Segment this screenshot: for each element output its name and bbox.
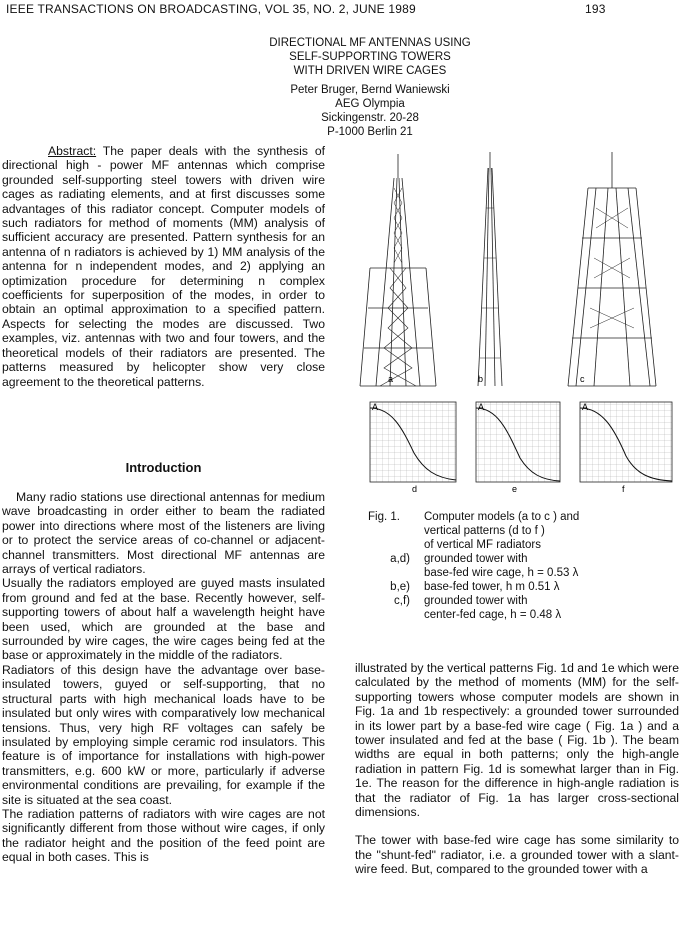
figure-1-vertical-patterns xyxy=(352,398,680,496)
title-line: WITH DRIVEN WIRE CAGES xyxy=(293,65,447,77)
pattern-plot-d xyxy=(370,402,456,482)
tower-label-c: c xyxy=(580,374,585,384)
abstract-text: The paper deals with the synthesis of directional high - power MF antennas which comprise grounded self-supporting steel towers with driven wire cages as radiating elements, and at first discusses some advantages of this radiator concept. Computer models of such radiators for method of moments (MM) analysis of sufficient accuracy are presented. Pattern synthesis for an antenna of n radiators is achieved by 1) MM analysis of the antenna for n independent modes, and 2) applying an optimization procedure for determining n complex coefficients for superposition of the modes, in order to obtain an optimal approximation to a specified pattern. Aspects for selecting the modes are discussed. Two examples, viz. antennas with two and four towers, and the theoretical models of their radiators are presented. The patterns measured by helicopter show very close agreement to the theoretical patterns. xyxy=(2,144,325,389)
figure-caption xyxy=(368,510,678,622)
paragraph: Radiators of this design have the advantage over base-insulated towers, guyed or self-supporting, that no structural parts with high mechanical loads have to be insulated but only wires with comparatively low mechanical tensions. Thus, very high RF voltages can safely be insulated by employing simple ceramic rod insulators. This feature is of importance for installations with high-power transmitters, e.g. 600 kW or more, particularly if adverse environmental conditions are prevailing, for example if the site is situated at the sea coast. xyxy=(2,662,325,807)
caption-label: Fig. 1. xyxy=(368,511,400,523)
author-block xyxy=(200,83,540,139)
caption-item-key: a,d) xyxy=(390,553,410,565)
section-heading-introduction: Introduction xyxy=(125,460,202,475)
tower-label-a: a xyxy=(388,374,394,384)
title-line: SELF-SUPPORTING TOWERS xyxy=(289,51,451,63)
figure-1-tower-models xyxy=(350,148,680,396)
paragraph: Usually the radiators employed are guyed masts insulated from ground and fed at the base. Recently however, self-supporting towers of about half a wavelength height have been used, which are grounded at the base and surrounded by wire cages, the wire cages being fed at the base or approximately in the middle of the radiators. xyxy=(2,576,325,663)
author-names: Peter Bruger, Bernd Waniewski xyxy=(290,84,450,96)
title-line: DIRECTIONAL MF ANTENNAS USING xyxy=(269,37,471,49)
caption-item-key: b,e) xyxy=(390,581,410,593)
caption-item-key: c,f) xyxy=(394,595,410,607)
pattern-plot-e xyxy=(476,402,560,482)
tower-model-b xyxy=(478,152,502,386)
right-column-body xyxy=(355,661,679,877)
page-number: 193 xyxy=(585,2,606,16)
tower-model-c xyxy=(568,152,656,386)
caption-line: Computer models (a to c ) and xyxy=(424,511,580,523)
paper-title xyxy=(200,36,540,78)
author-city: P-1000 Berlin 21 xyxy=(327,126,413,138)
plot-axis-letter: A xyxy=(478,402,485,412)
abstract-label: Abstract: xyxy=(48,144,97,158)
plot-axis-letter: A xyxy=(582,402,589,412)
paragraph: The radiation patterns of radiators with wire cages are not significantly different from those without wire cages, if only the radiator height and the position of the feed point are equal in both cases. This is xyxy=(2,806,325,865)
caption-item-text: center-fed cage, h = 0.48 λ xyxy=(424,609,562,621)
paragraph: Many radio stations use directional antennas for medium wave broadcasting in order either to beam the radiated power into directions where most of the listeners are living or to protect the service areas of co-channel or adjacent-channel transmitters. Most directional MF antennas are arrays of vertical radiators. xyxy=(2,490,325,577)
caption-item-text: base-fed wire cage, h = 0.53 λ xyxy=(424,567,579,579)
tower-model-a xyxy=(360,154,436,386)
tower-label-b: b xyxy=(478,374,484,384)
plot-label-f: f xyxy=(622,484,625,494)
abstract xyxy=(2,144,325,389)
journal-header: IEEE TRANSACTIONS ON BROADCASTING, VOL 35, NO. 2, JUNE 1989 xyxy=(6,2,416,16)
plot-label-e: e xyxy=(512,484,518,494)
paragraph: The tower with base-fed wire cage has some similarity to the "shunt-fed" radiator, i.e. a grounded tower with a slant-wire feed. But, compared to the grounded tower with a xyxy=(355,833,679,877)
caption-item-text: base-fed tower, h m 0.51 λ xyxy=(424,581,560,593)
plot-label-d: d xyxy=(412,484,418,494)
author-affiliation: AEG Olympia xyxy=(335,98,405,110)
pattern-plot-f xyxy=(580,402,672,482)
paragraph: illustrated by the vertical patterns Fig. 1d and 1e which were calculated by the method of moments (MM) for the self-supporting towers whose computer models are shown in Fig. 1a and 1b respectively: a grounded tower surrounded in its lower part by a base-fed wire cage ( Fig. 1a ) and a tower insulated and fed at the base ( Fig. 1b ). The beam widths are equal in both patterns; only the high-angle radiation in pattern Fig. 1d is somewhat larger than in Fig. 1e. The reason for the difference in high-angle radiation is that the radiator of Fig. 1a has larger cross-sectional dimensions. xyxy=(355,661,679,820)
caption-line: vertical patterns (d to f ) xyxy=(424,525,545,537)
introduction-body xyxy=(2,490,325,865)
caption-line: of vertical MF radiators xyxy=(424,539,541,551)
caption-item-text: grounded tower with xyxy=(424,595,528,607)
author-street: Sickingenstr. 20-28 xyxy=(321,112,419,124)
plot-axis-letter: A xyxy=(372,402,379,412)
caption-item-text: grounded tower with xyxy=(424,553,528,565)
